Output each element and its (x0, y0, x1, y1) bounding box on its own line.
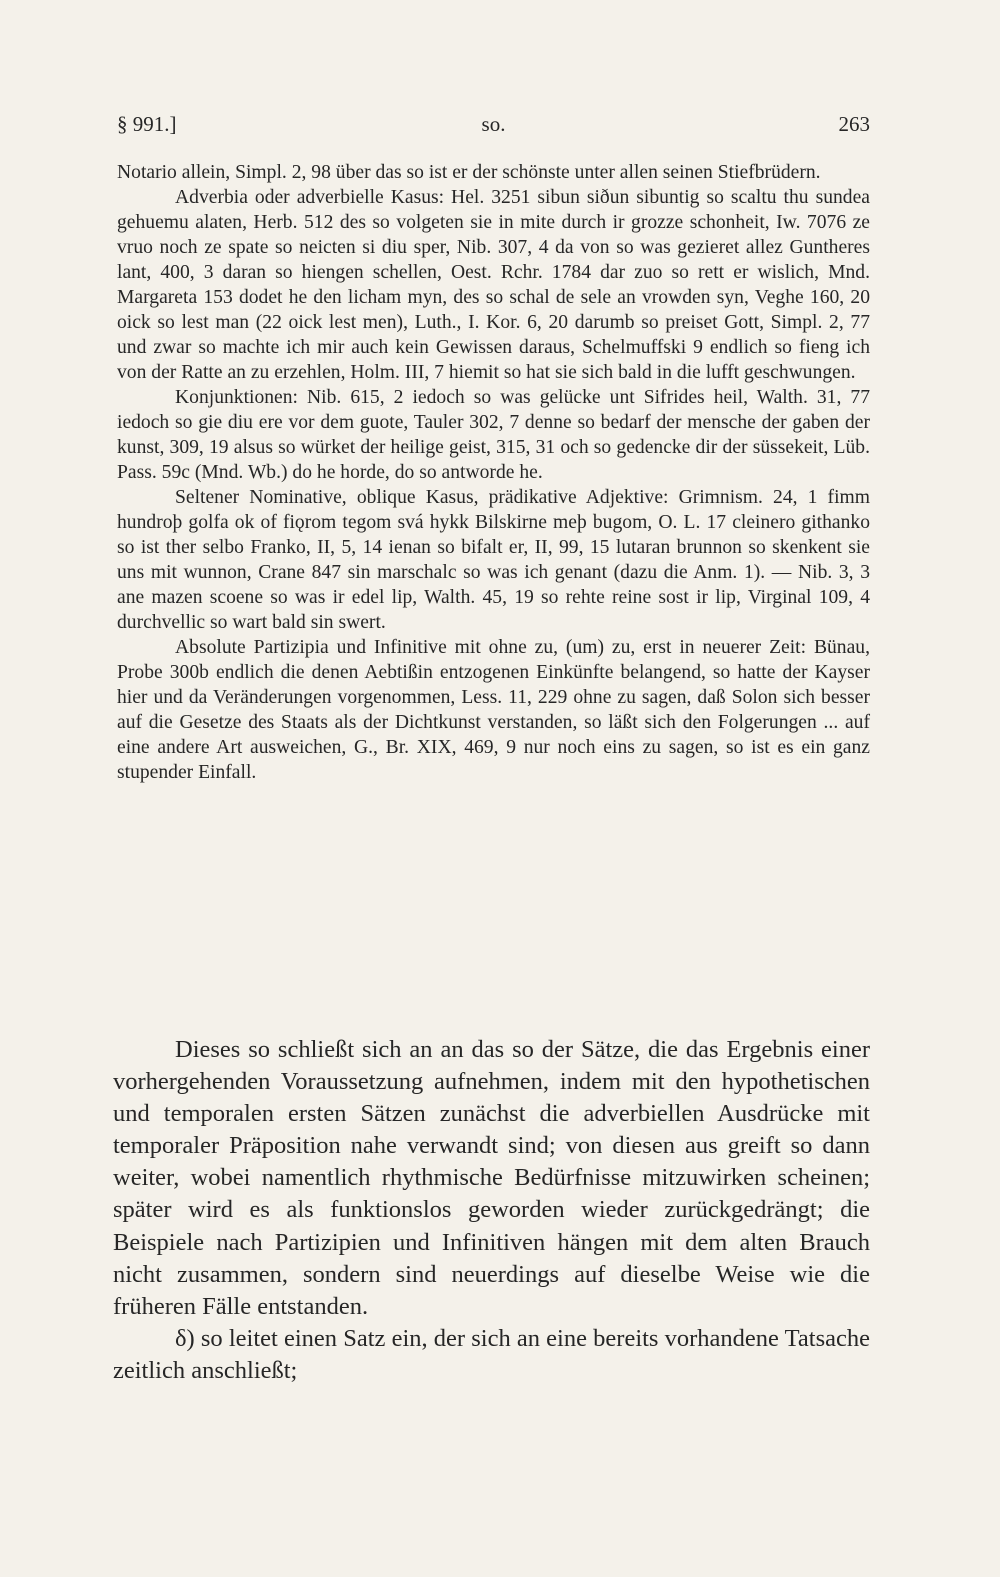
paragraph-nominative: Seltener Nominative, oblique Kasus, prädikative Adjektive: Grimnism. 24, 1 fimm hundroþ golfa ok of fiǫrom tegom svá hykk Bilskirne meþ bugom, O. L. 17 cleinero githanko so ist ther selbo Franko, II, 5, 14 ienan so bifalt er, II, 99, 15 lutaran brunnon so skenkent sie uns mit wunnon, Crane 847 sin marschalc so was ich genant (dazu die Anm. 1). — Nib. 3, 3 ane mazen scoene so was ir edel lip, Walth. 45, 19 so rehte reine sost ir lip, Virginal 109, 4 durchvellic so wart bald sin swert. (117, 487, 870, 633)
paragraph-partizipia: Absolute Partizipia und Infinitive mit ohne zu, (um) zu, erst in neuerer Zeit: Bünau, Probe 300b endlich die denen Aebtißin entzogenen Einkünfte belangend, so hatte der Kayser hier und da Veränderungen vorgenommen, Less. 11, 229 ohne zu sagen, daß Solon sich besser auf die Gesetze des Staats als der Dichtkunst verstanden, so läßt sich den Folgerungen ... auf eine andere Art ausweichen, G., Br. XIX, 469, 9 nur noch eins zu sagen, so ist es ein ganz stupender Einfall. (117, 637, 870, 783)
main-text-block (113, 1034, 870, 1387)
paragraph-continuation: Notario allein, Simpl. 2, 98 über das so ist er der schönste unter allen seinen Stiefbrüdern. (117, 162, 821, 183)
running-header (117, 112, 870, 142)
page-number: 263 (838, 112, 870, 136)
small-print-block (117, 160, 870, 785)
paragraph-main: Dieses so schließt sich an an das so der Sätze, die das Ergebnis einer vorhergehenden Voraussetzung aufnehmen, indem mit den hypothetischen und temporalen ersten Sätzen zunächst die adverbiellen Ausdrücke mit temporaler Präposition nahe verwandt sind; von diesen aus greift so dann weiter, wobei namentlich rhythmische Bedürfnisse mitzuwirken scheinen; später wird es als funktionslos geworden wieder zurückgedrängt; die Beispiele nach Partizipien und Infinitiven hängen mit dem alten Brauch nicht zusammen, sondern sind neuerdings auf dieselbe Weise wie die früheren Fälle entstanden. (113, 1036, 870, 1320)
section-reference: § 991.] (117, 112, 177, 136)
paragraph-delta: δ) so leitet einen Satz ein, der sich an eine bereits vorhandene Tatsache zeitlich anschließt; (113, 1324, 870, 1384)
running-title: so. (481, 112, 506, 136)
paragraph-konjunktionen: Konjunktionen: Nib. 615, 2 iedoch so was gelücke unt Sifrides heil, Walth. 31, 77 iedoch so gie diu ere vor dem guote, Tauler 302, 7 denne so bedarf der mensche der gaben der kunst, 309, 19 alsus so würket der heilige geist, 315, 31 och so gedencke dir der süssekeit, Lüb. Pass. 59c (Mnd. Wb.) do he horde, do so antworde he. (117, 387, 870, 483)
paragraph-adverbia: Adverbia oder adverbielle Kasus: Hel. 3251 sibun siðun sibuntig so scaltu thu sundea gehuemu alaten, Herb. 512 des so volgeten sie in mite durch ir grozze schonheit, Iw. 7076 ze vruo noch ze spate so neicten si diu sper, Nib. 307, 4 da von so was gezieret allez Guntheres lant, 400, 3 daran so hiengen schellen, Oest. Rchr. 1784 dar zuo so rett er wislich, Mnd. Margareta 153 dodet he den licham myn, des so schal de sele an vrowden syn, Veghe 160, 20 oick so lest man (22 oick lest men), Luth., I. Kor. 6, 20 darumb so preiset Gott, Simpl. 2, 77 und zwar so machte ich mir auch kein Gewissen daraus, Schelmuffski 9 endlich so fieng ich von der Ratte an zu erzehlen, Holm. III, 7 hiemit so hat sie sich bald in die lufft geschwungen. (117, 187, 870, 383)
